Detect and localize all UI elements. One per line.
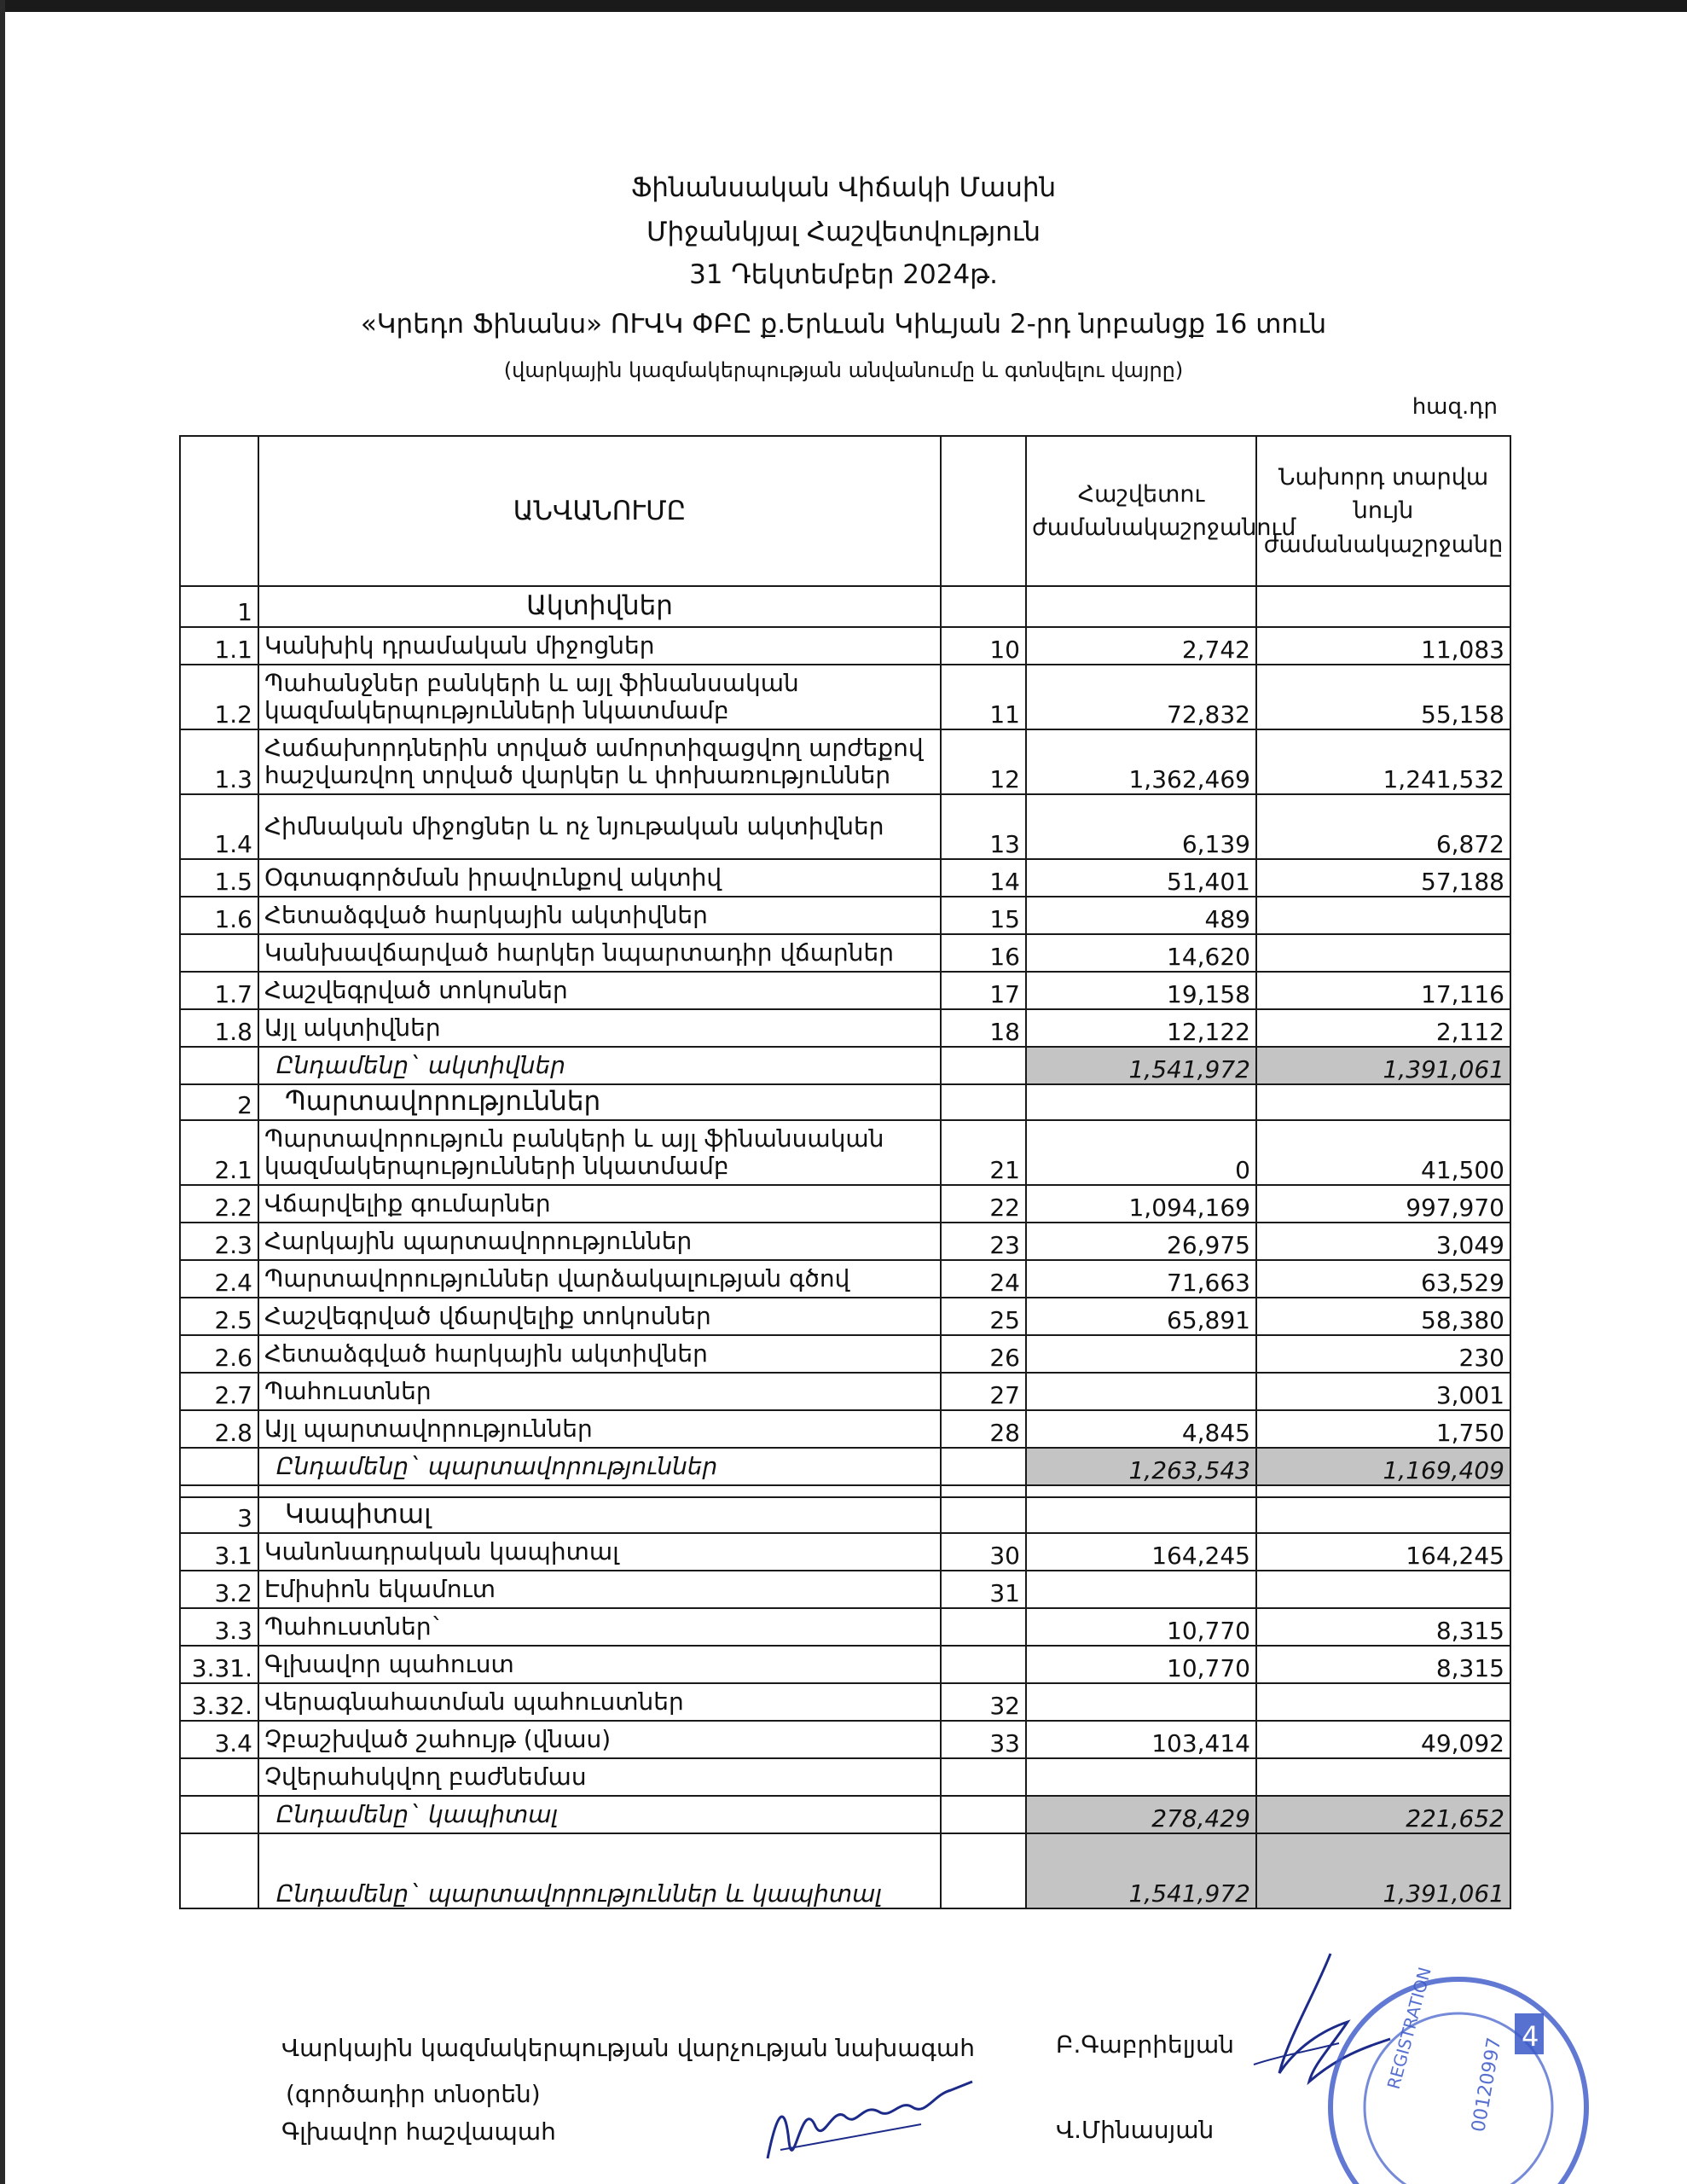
row-current-value: 51,401 [1026, 859, 1256, 897]
row-name: Էմիսիոն եկամուտ [258, 1571, 941, 1608]
row-name: Չբաշխված շահույթ (վնաս) [258, 1721, 941, 1758]
row-previous-value [1256, 586, 1510, 627]
table-row [180, 972, 1510, 1009]
row-note: 17 [941, 972, 1026, 1009]
row-current-value: 4,845 [1026, 1410, 1256, 1448]
row-note: 30 [941, 1533, 1026, 1571]
table-row [180, 1758, 1510, 1796]
row-note: 11 [941, 665, 1026, 729]
row-previous-value [1256, 1571, 1510, 1608]
row-current-value: 65,891 [1026, 1298, 1256, 1335]
row-current-value [1026, 1373, 1256, 1410]
row-previous-value [1256, 1497, 1510, 1533]
row-previous-value: 6,872 [1256, 794, 1510, 859]
table-row [180, 1009, 1510, 1047]
row-note: 26 [941, 1335, 1026, 1373]
row-note [941, 1833, 1026, 1908]
row-number: 1.2 [180, 665, 258, 729]
row-note [941, 1497, 1026, 1533]
table-body [180, 586, 1510, 1908]
row-current-value: 1,263,543 [1026, 1448, 1256, 1485]
table-row [180, 1721, 1510, 1758]
row-previous-value: 17,116 [1256, 972, 1510, 1009]
row-current-value: 489 [1026, 897, 1256, 934]
row-current-value: 14,620 [1026, 934, 1256, 972]
row-name: Պարտավորություններ վարձակալության գծով [258, 1260, 941, 1298]
row-name: Վճարվելիք գումարներ [258, 1185, 941, 1223]
row-name: Պահուստներ [258, 1373, 941, 1410]
row-previous-value: 1,169,409 [1256, 1448, 1510, 1485]
row-current-value: 103,414 [1026, 1721, 1256, 1758]
row-previous-value: 3,049 [1256, 1223, 1510, 1260]
table-row [180, 627, 1510, 665]
seal-digit: 4 [1522, 2020, 1539, 2053]
row-note [941, 1047, 1026, 1084]
row-previous-value [1256, 934, 1510, 972]
row-note: 32 [941, 1683, 1026, 1721]
row-note: 18 [941, 1009, 1026, 1047]
row-previous-value [1256, 1683, 1510, 1721]
row-previous-value: 221,652 [1256, 1796, 1510, 1833]
table-total-row [180, 1047, 1510, 1084]
row-note: 14 [941, 859, 1026, 897]
row-previous-value: 230 [1256, 1335, 1510, 1373]
row-name: Կապիտալ [258, 1497, 941, 1533]
row-previous-value: 997,970 [1256, 1185, 1510, 1223]
row-name: Կանոնադրական կապիտալ [258, 1533, 941, 1571]
table-row [180, 729, 1510, 794]
table-row [180, 1533, 1510, 1571]
row-name: Ընդամենը` պարտավորություններ և կապիտալ [258, 1833, 941, 1908]
table-row [180, 794, 1510, 859]
row-note [941, 1796, 1026, 1833]
row-previous-value: 3,001 [1256, 1373, 1510, 1410]
row-number: 1.5 [180, 859, 258, 897]
row-note: 22 [941, 1185, 1026, 1223]
row-note: 16 [941, 934, 1026, 972]
row-number: 3.4 [180, 1721, 258, 1758]
row-current-value [1026, 1571, 1256, 1608]
table-section-row [180, 586, 1510, 627]
row-previous-value: 8,315 [1256, 1608, 1510, 1646]
row-name [258, 1485, 941, 1497]
row-number [180, 1485, 258, 1497]
row-current-value: 71,663 [1026, 1260, 1256, 1298]
row-name: Պահուստներ` [258, 1608, 941, 1646]
row-name: Հիմնական միջոցներ և ոչ նյութական ակտիվներ [258, 794, 941, 859]
column-header-current: Հաշվետու ժամանակաշրջանում [1026, 436, 1256, 586]
row-number [180, 1448, 258, 1485]
row-current-value: 164,245 [1026, 1533, 1256, 1571]
row-note: 25 [941, 1298, 1026, 1335]
table-row [180, 1410, 1510, 1448]
table-row [180, 1646, 1510, 1683]
table-row [180, 1298, 1510, 1335]
row-current-value [1026, 1497, 1256, 1533]
row-number: 1.3 [180, 729, 258, 794]
table-section-row [180, 1497, 1510, 1533]
row-note: 15 [941, 897, 1026, 934]
row-number: 1.7 [180, 972, 258, 1009]
row-current-value: 1,541,972 [1026, 1833, 1256, 1908]
row-name: Ընդամենը` ակտիվներ [258, 1047, 941, 1084]
row-number: 2.1 [180, 1120, 258, 1185]
row-current-value: 278,429 [1026, 1796, 1256, 1833]
company-name-address: «Կրեդո Ֆինանս» ՈՒՎԿ ՓԲԸ ք.Երևան Կիևյան 2-րդ նրբանցք 16 տուն [360, 309, 1327, 340]
row-number: 3.32. [180, 1683, 258, 1721]
row-current-value: 10,770 [1026, 1608, 1256, 1646]
row-number [180, 1758, 258, 1796]
table-row [180, 897, 1510, 934]
row-previous-value [1256, 1758, 1510, 1796]
row-number: 2.3 [180, 1223, 258, 1260]
row-number [180, 1833, 258, 1908]
table-row [180, 1120, 1510, 1185]
row-name: Կանխավճարված հարկեր նպարտադիր վճարներ [258, 934, 941, 972]
row-previous-value: 1,241,532 [1256, 729, 1510, 794]
row-name: Գլխավոր պահուստ [258, 1646, 941, 1683]
row-number: 1.8 [180, 1009, 258, 1047]
head-of-board-sublabel: (գործադիր տնօրեն) [286, 2080, 541, 2108]
row-name: Պահանջներ բանկերի և այլ ֆինանսական կազմակերպությունների նկատմամբ [258, 665, 941, 729]
head-of-board-name: Բ.Գաբրիելյան [1056, 2030, 1234, 2059]
row-note: 31 [941, 1571, 1026, 1608]
row-number: 3.3 [180, 1608, 258, 1646]
row-number: 3.31. [180, 1646, 258, 1683]
table-total-row [180, 1833, 1510, 1908]
row-name: Հաշվեգրված վճարվելիք տոկոսներ [258, 1298, 941, 1335]
row-note [941, 1608, 1026, 1646]
row-current-value: 19,158 [1026, 972, 1256, 1009]
row-name: Այլ պարտավորություններ [258, 1410, 941, 1448]
row-name: Պարտավորություն բանկերի և այլ ֆինանսական կազմակերպությունների նկատմամբ [258, 1120, 941, 1185]
row-current-value: 1,362,469 [1026, 729, 1256, 794]
row-previous-value: 41,500 [1256, 1120, 1510, 1185]
row-current-value [1026, 1335, 1256, 1373]
row-current-value: 6,139 [1026, 794, 1256, 859]
official-seal [1313, 1962, 1569, 2184]
row-name: Հաճախորդներին տրված ամորտիզացվող արժեքով հաշվառվող տրված վարկեր և փոխառություններ [258, 729, 941, 794]
row-note: 23 [941, 1223, 1026, 1260]
row-previous-value: 1,750 [1256, 1410, 1510, 1448]
table-row [180, 1683, 1510, 1721]
row-number [180, 1796, 258, 1833]
row-number [180, 934, 258, 972]
row-number: 1 [180, 586, 258, 627]
table-row [180, 1223, 1510, 1260]
row-note: 10 [941, 627, 1026, 665]
row-note: 27 [941, 1373, 1026, 1410]
row-name: Ակտիվներ [258, 586, 941, 627]
table-total-row [180, 1796, 1510, 1833]
row-note [941, 1758, 1026, 1796]
row-current-value [1026, 1485, 1256, 1497]
row-current-value: 26,975 [1026, 1223, 1256, 1260]
table-row [180, 1571, 1510, 1608]
row-previous-value: 63,529 [1256, 1260, 1510, 1298]
row-number: 2.2 [180, 1185, 258, 1223]
table-section-row [180, 1084, 1510, 1120]
table-header-row [180, 436, 1510, 586]
table-row [180, 665, 1510, 729]
row-name: Հաշվեգրված տոկոսներ [258, 972, 941, 1009]
row-name: Պարտավորություններ [258, 1084, 941, 1120]
row-previous-value: 2,112 [1256, 1009, 1510, 1047]
row-previous-value: 11,083 [1256, 627, 1510, 665]
row-name: Հետաձգված հարկային ակտիվներ [258, 1335, 941, 1373]
row-name: Օգտագործման իրավունքով ակտիվ [258, 859, 941, 897]
report-title-line-1: Ֆինանսական Վիճակի Մասին [630, 172, 1057, 203]
row-current-value [1026, 1084, 1256, 1120]
row-number: 1.4 [180, 794, 258, 859]
row-note: 24 [941, 1260, 1026, 1298]
company-caption: (վարկային կազմակերպության անվանումը և գտնվելու վայրը) [503, 358, 1184, 382]
row-current-value: 10,770 [1026, 1646, 1256, 1683]
row-number: 2.7 [180, 1373, 258, 1410]
row-name: Հարկային պարտավորություններ [258, 1223, 941, 1260]
table-total-row [180, 1448, 1510, 1485]
row-number: 2.5 [180, 1298, 258, 1335]
row-previous-value [1256, 1485, 1510, 1497]
row-number: 2.4 [180, 1260, 258, 1298]
row-current-value [1026, 1758, 1256, 1796]
row-name: Ընդամենը` պարտավորություններ [258, 1448, 941, 1485]
row-number: 1.1 [180, 627, 258, 665]
seal-registration-text: REGISTRATION [1383, 1965, 1435, 2092]
row-previous-value: 49,092 [1256, 1721, 1510, 1758]
table-row [180, 1373, 1510, 1410]
row-previous-value: 58,380 [1256, 1298, 1510, 1335]
row-previous-value: 8,315 [1256, 1646, 1510, 1683]
row-name: Կանխիկ դրամական միջոցներ [258, 627, 941, 665]
row-current-value: 1,541,972 [1026, 1047, 1256, 1084]
header-note-cell [941, 436, 1026, 586]
row-note: 13 [941, 794, 1026, 859]
table-row [180, 859, 1510, 897]
row-number: 1.6 [180, 897, 258, 934]
row-note: 21 [941, 1120, 1026, 1185]
table-row [180, 1185, 1510, 1223]
table-row [180, 1260, 1510, 1298]
row-note [941, 1084, 1026, 1120]
table-row [180, 934, 1510, 972]
report-title-line-2: Միջանկյալ Հաշվետվություն [646, 217, 1041, 247]
row-current-value: 12,122 [1026, 1009, 1256, 1047]
row-note: 33 [941, 1721, 1026, 1758]
row-name: Վերագնահատման պահուստներ [258, 1683, 941, 1721]
row-previous-value: 164,245 [1256, 1533, 1510, 1571]
row-current-value: 0 [1026, 1120, 1256, 1185]
row-number: 3 [180, 1497, 258, 1533]
row-note: 28 [941, 1410, 1026, 1448]
header-number-cell [180, 436, 258, 586]
scan-top-border [0, 0, 1687, 12]
row-previous-value: 1,391,061 [1256, 1833, 1510, 1908]
financial-position-table [179, 435, 1511, 1909]
row-number [180, 1047, 258, 1084]
head-of-board-label: Վարկային կազմակերպության վարչության նախագահ [281, 2034, 975, 2062]
table-row [180, 1485, 1510, 1497]
row-previous-value: 55,158 [1256, 665, 1510, 729]
table-row [180, 1335, 1510, 1373]
row-previous-value [1256, 897, 1510, 934]
seal-number: 00120997 [1468, 2036, 1506, 2135]
row-note [941, 1448, 1026, 1485]
row-note [941, 1646, 1026, 1683]
row-note [941, 1485, 1026, 1497]
row-previous-value [1256, 1084, 1510, 1120]
row-current-value: 1,094,169 [1026, 1185, 1256, 1223]
row-note: 12 [941, 729, 1026, 794]
column-header-name: ԱՆՎԱՆՈՒՄԸ [258, 436, 941, 586]
row-name: Ընդամենը` կապիտալ [258, 1796, 941, 1833]
row-name: Այլ ակտիվներ [258, 1009, 941, 1047]
row-current-value: 72,832 [1026, 665, 1256, 729]
row-previous-value: 1,391,061 [1256, 1047, 1510, 1084]
row-name: Հետաձգված հարկային ակտիվներ [258, 897, 941, 934]
chief-accountant-label: Գլխավոր հաշվապահ [281, 2117, 556, 2146]
row-number: 2.8 [180, 1410, 258, 1448]
column-header-previous: Նախորդ տարվա նույն ժամանակաշրջանը [1256, 436, 1510, 586]
row-note [941, 586, 1026, 627]
row-current-value: 2,742 [1026, 627, 1256, 665]
accountant-signature [751, 2065, 1006, 2184]
row-current-value [1026, 1683, 1256, 1721]
chief-accountant-name: Վ.Մինասյան [1056, 2116, 1215, 2144]
report-date: 31 Դեկտեմբեր 2024թ. [689, 259, 998, 290]
row-number: 2 [180, 1084, 258, 1120]
row-previous-value: 57,188 [1256, 859, 1510, 897]
row-name: Չվերահսկվող բաժնեմաս [258, 1758, 941, 1796]
currency-unit: հազ.դր [1412, 394, 1498, 420]
row-current-value [1026, 586, 1256, 627]
row-number: 3.2 [180, 1571, 258, 1608]
row-number: 3.1 [180, 1533, 258, 1571]
row-number: 2.6 [180, 1335, 258, 1373]
table-row [180, 1608, 1510, 1646]
